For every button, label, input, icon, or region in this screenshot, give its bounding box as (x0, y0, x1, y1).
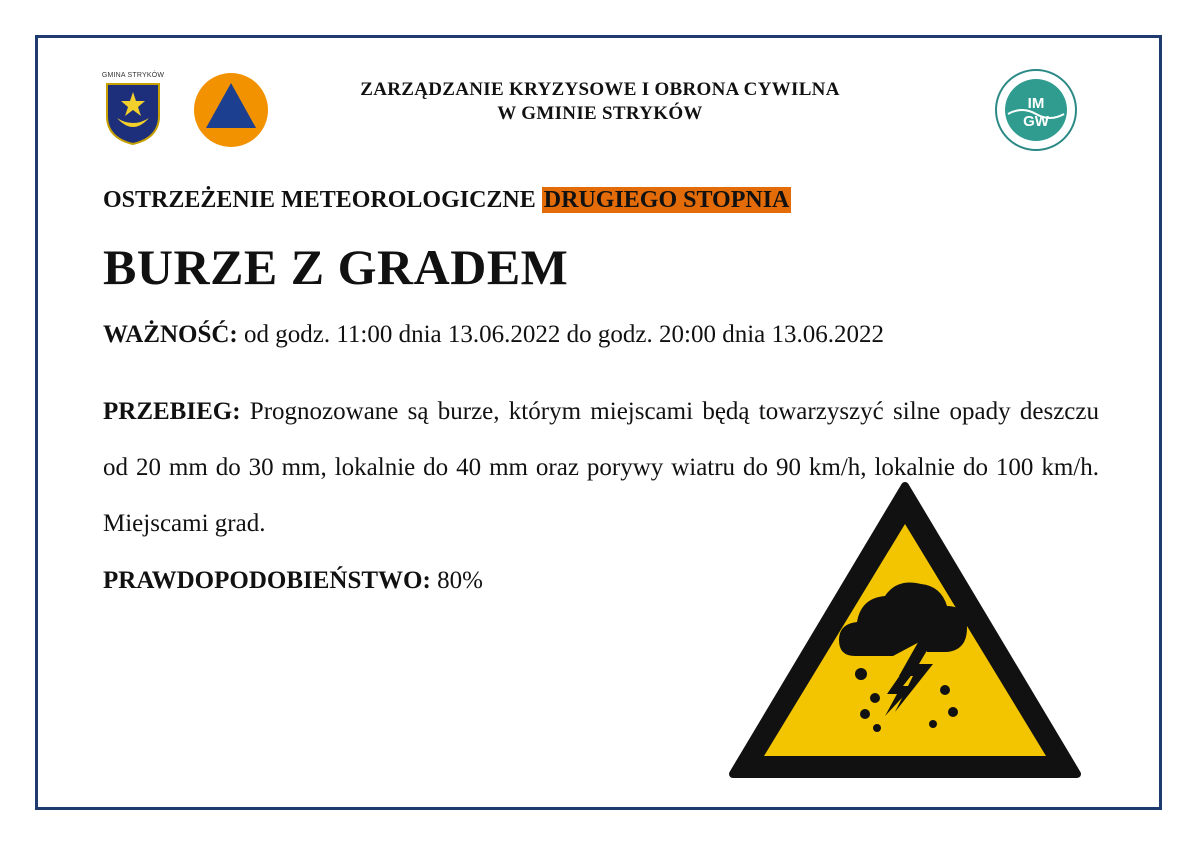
warning-level-prefix: OSTRZEŻENIE METEOROLOGICZNE (103, 187, 542, 213)
header-title (250, 78, 950, 126)
warning-level (103, 184, 791, 216)
hazard-title: BURZE Z GRADEM (103, 239, 569, 295)
validity-label: WAŻNOŚĆ: (103, 321, 238, 348)
header-title-line2: W GMINIE STRYKÓW (497, 103, 703, 124)
header-title-line1: ZARZĄDZANIE KRYZYSOWE I OBRONA CYWILNA (360, 79, 840, 100)
imgw-logo-icon (994, 68, 1078, 152)
svg-text:IM: IM (1027, 95, 1045, 112)
validity-line (103, 318, 884, 352)
probability-label: PRAWDOPODOBIEŃSTWO: (103, 567, 431, 594)
course-label: PRZEBIEG: (103, 398, 241, 425)
municipality-caption: GMINA STRYKÓW (101, 72, 165, 79)
svg-text:GW: GW (1023, 113, 1049, 130)
warning-level-highlight: DRUGIEGO STOPNIA (543, 187, 790, 213)
validity-text: od godz. 11:00 dnia 13.06.2022 do godz. 20:00 dnia 13.06.2022 (237, 321, 884, 348)
probability-line (103, 564, 483, 598)
coat-of-arms-icon (103, 72, 163, 146)
course-text: Prognozowane są burze, którym miejscami będą towarzyszyć silne opady deszczu od 20 mm do 30 mm, lokalnie do 40 mm oraz porywy wiatru do 90 km/h, lokalnie do 100 km/h. Miejscami grad. (103, 398, 1099, 537)
probability-value: 80% (430, 567, 483, 594)
thunderstorm-warning-icon (727, 480, 1083, 782)
